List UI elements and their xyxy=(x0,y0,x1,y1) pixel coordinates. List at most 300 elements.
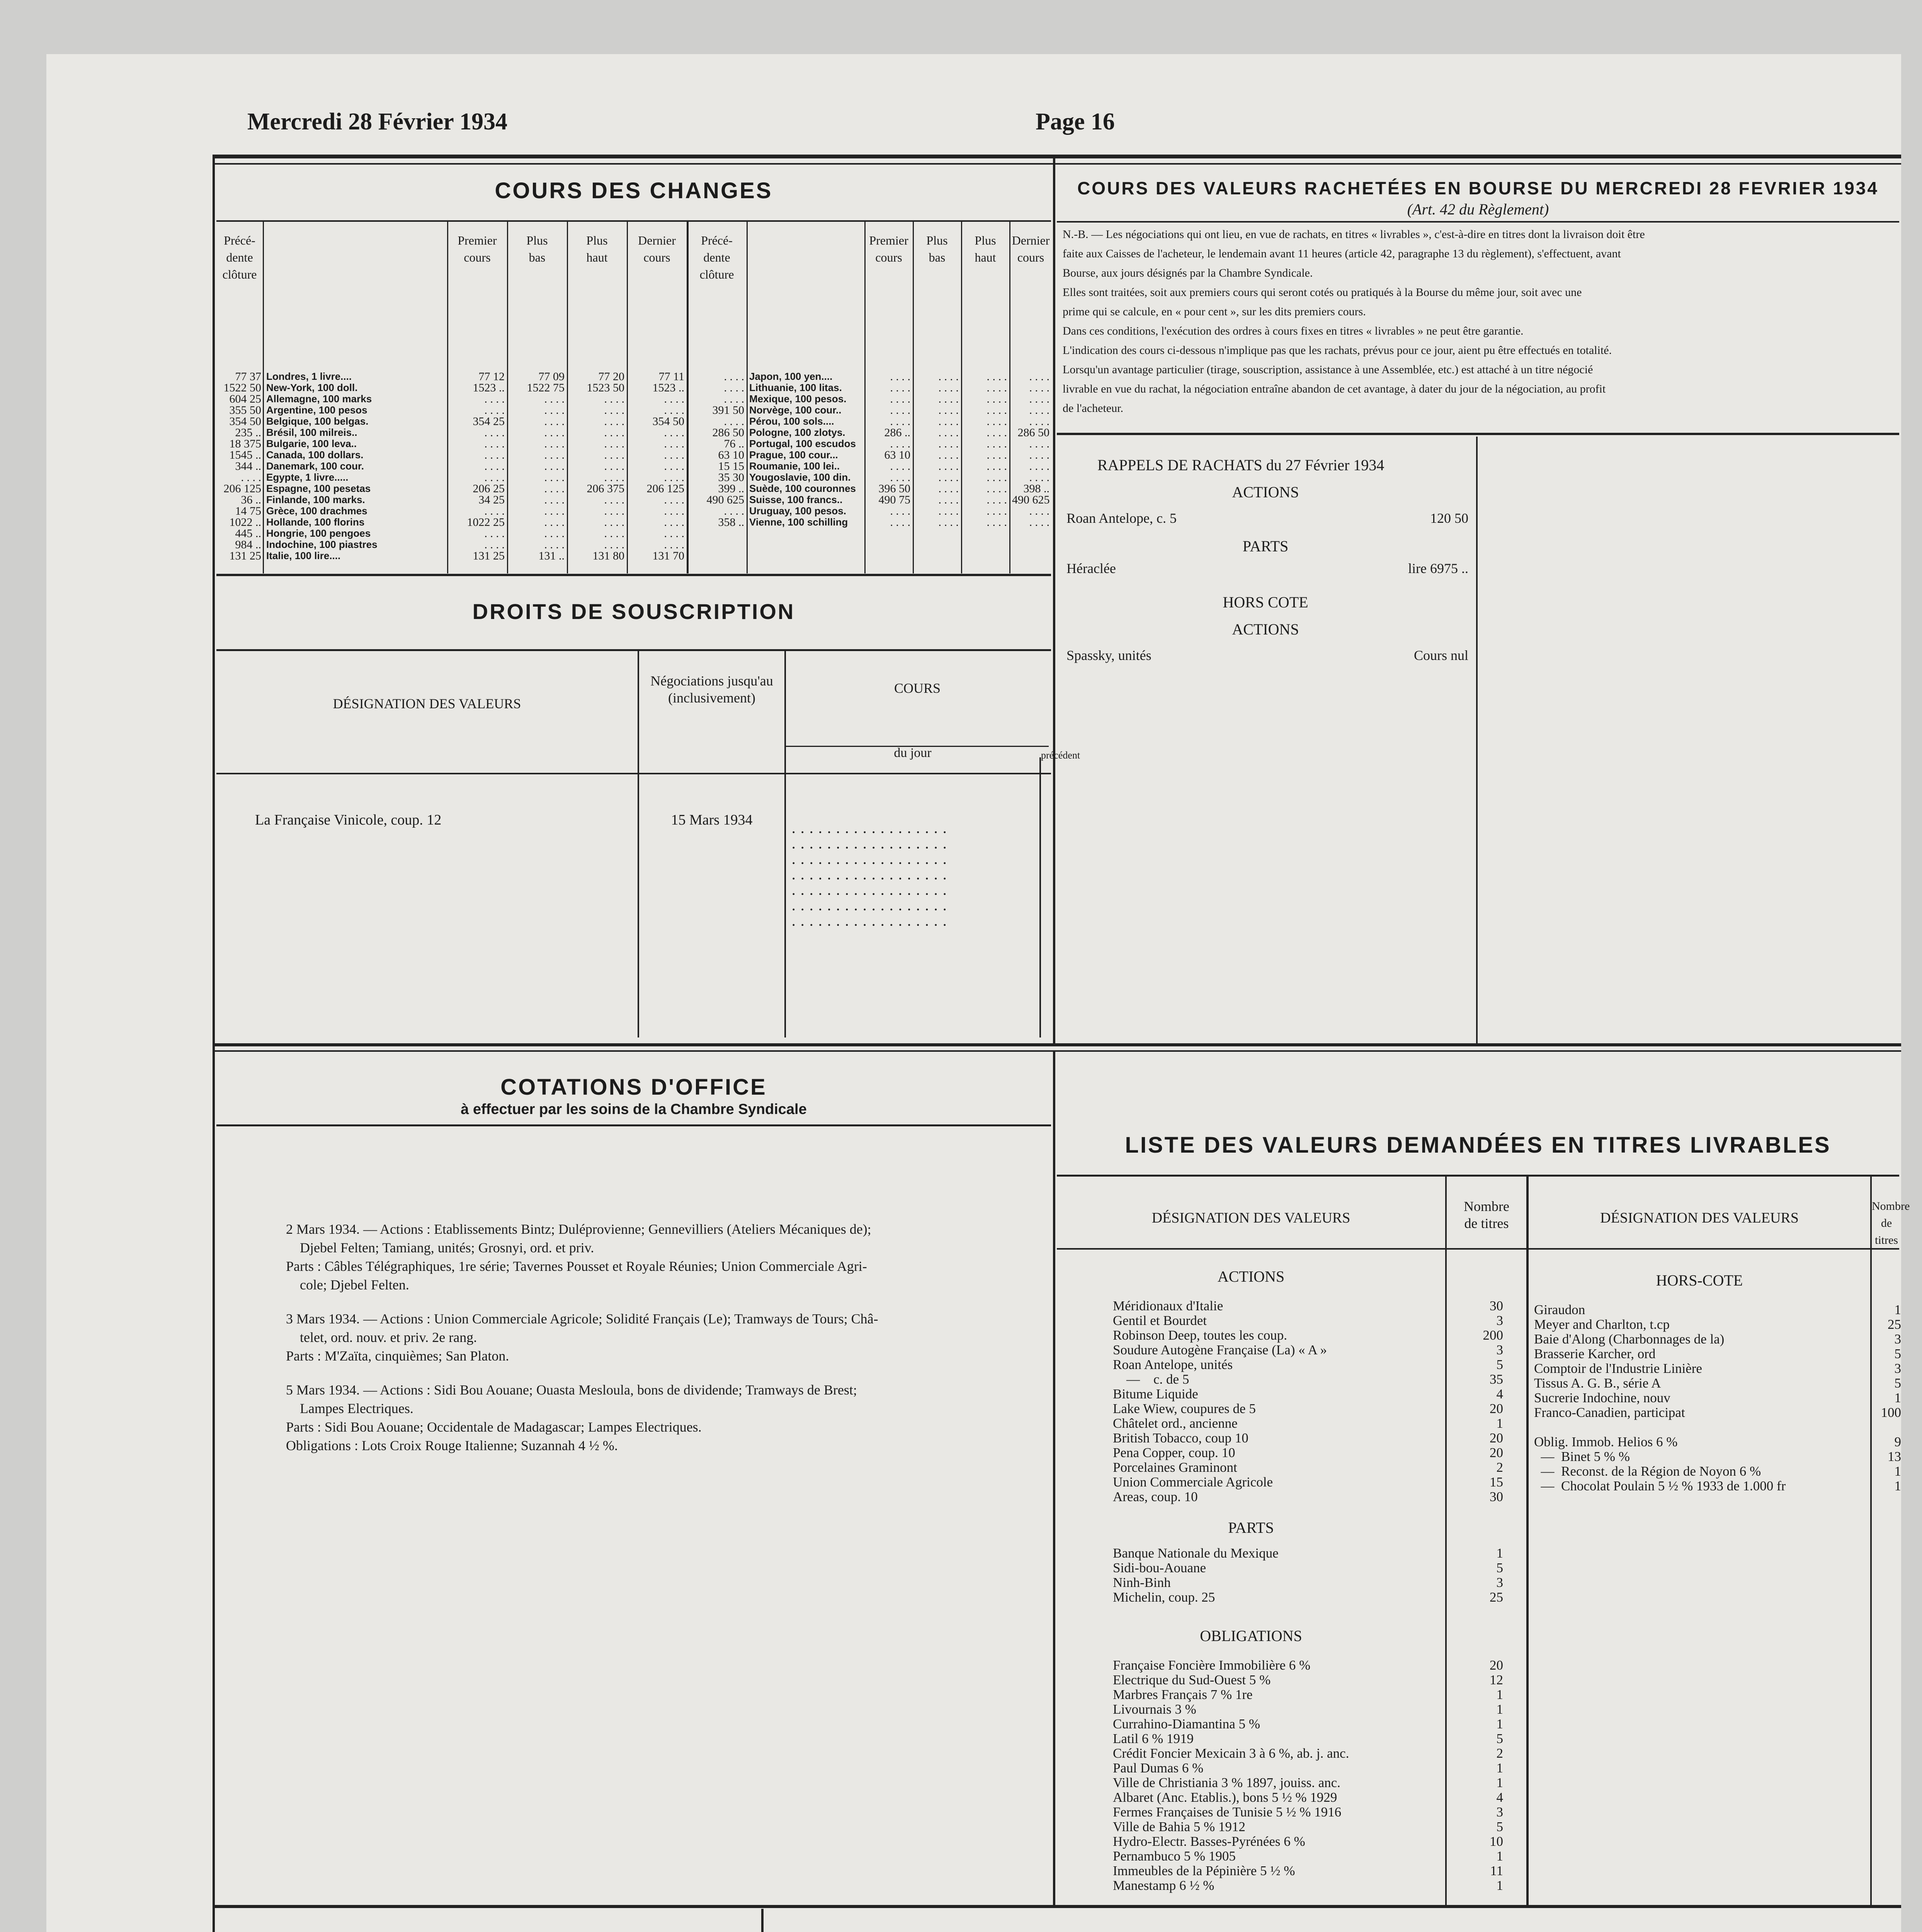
changes-right-last: . . . . xyxy=(1029,460,1049,473)
changes-left-name: Belgique, 100 belgas. xyxy=(266,415,369,427)
changes-left-last: . . . . xyxy=(664,527,684,540)
changes-left-name: Argentine, 100 pesos xyxy=(266,404,367,416)
changes-left-high: . . . . xyxy=(604,460,624,473)
changes-left-prev: 36 .. xyxy=(241,493,261,506)
changes-left-name: Egypte, 1 livre..... xyxy=(266,471,349,483)
changes-right-first: . . . . xyxy=(890,404,910,417)
livrables-item-name: Française Foncière Immobilière 6 % xyxy=(1113,1658,1311,1673)
rachetees-note-line: prime qui se calcule, en « pour cent », sur les dits premiers cours. xyxy=(1063,305,1366,318)
livrables-item-name: Oblig. Immob. Helios 6 % xyxy=(1534,1434,1678,1449)
changes-left-prev: 1022 .. xyxy=(229,516,261,529)
changes-right-low: . . . . xyxy=(938,370,959,383)
souscription-title: DROITS DE SOUSCRIPTION xyxy=(472,599,795,624)
changes-left-high: . . . . xyxy=(604,493,624,506)
livrables-item-count: 100 xyxy=(1881,1405,1901,1420)
changes-left-high: . . . . xyxy=(604,538,624,551)
changes-left-last: . . . . xyxy=(664,437,684,450)
rachetees-note-line: Bourse, aux jours désignés par la Chambre Syndicale. xyxy=(1063,267,1313,279)
souscription-dot-row: . . . . . . . . . . . . . . . . . . xyxy=(792,823,948,836)
changes-left-first: . . . . xyxy=(484,538,505,551)
livrables-item-count: 1 xyxy=(1496,1878,1503,1893)
livrables-item-count: 25 xyxy=(1888,1317,1901,1332)
livrables-item-count: 1 xyxy=(1496,1849,1503,1864)
souscription-col-negociations: Négociations jusqu'au (inclusivement) xyxy=(650,673,773,706)
changes-left-prev: 18 375 xyxy=(229,437,261,450)
changes-right-high: . . . . xyxy=(987,404,1007,417)
changes-left-name: New-York, 100 doll. xyxy=(266,382,358,393)
rachetees-part-name: Héraclée xyxy=(1066,561,1116,576)
changes-left-high: . . . . xyxy=(604,449,624,461)
livrables-item-count: 20 xyxy=(1490,1445,1503,1460)
changes-left-prev: 445 .. xyxy=(235,527,261,540)
changes-left-last: 206 125 xyxy=(646,482,684,495)
livrables-item-count: 20 xyxy=(1490,1430,1503,1446)
changes-right-first: 286 .. xyxy=(884,426,910,439)
changes-right-first: . . . . xyxy=(890,381,910,394)
changes-head-prev-left: Précé- dente clôture xyxy=(222,233,257,281)
changes-right-high: . . . . xyxy=(987,370,1007,383)
livrables-item-name: Châtelet ord., ancienne xyxy=(1113,1416,1238,1431)
rachetees-hc-actions-head: ACTIONS xyxy=(1232,621,1299,638)
changes-left-low: 1522 75 xyxy=(527,381,565,394)
souscription-dot-row: . . . . . . . . . . . . . . . . . . xyxy=(792,885,948,898)
changes-right-prev: . . . . xyxy=(724,393,744,405)
souscription-row-name: La Française Vinicole, coup. 12 xyxy=(255,812,442,828)
rachetees-note-line: Elles sont traitées, soit aux premiers cours qui seront cotés ou pratiqués à la Bourse du même jour, soit avec une xyxy=(1063,286,1582,299)
livrables-item-name: Franco-Canadien, participat xyxy=(1534,1405,1685,1420)
livrables-item-count: 200 xyxy=(1483,1328,1503,1343)
changes-left-low: 77 09 xyxy=(538,370,565,383)
changes-left-first: . . . . xyxy=(484,393,505,405)
changes-right-high: . . . . xyxy=(987,505,1007,517)
changes-left-first: . . . . xyxy=(484,449,505,461)
changes-left-first: . . . . xyxy=(484,460,505,473)
changes-left-prev: 1522 50 xyxy=(223,381,261,394)
changes-left-first: . . . . xyxy=(484,404,505,417)
souscription-col-designation: DÉSIGNATION DES VALEURS xyxy=(333,696,521,711)
changes-left-prev: 77 37 xyxy=(235,370,261,383)
changes-right-prev: . . . . xyxy=(724,415,744,428)
changes-left-name: Hollande, 100 florins xyxy=(266,516,365,528)
changes-left-low: . . . . xyxy=(544,393,565,405)
livrables-item-count: 5 xyxy=(1894,1346,1901,1361)
changes-left-low: . . . . xyxy=(544,437,565,450)
changes-right-prev: 286 50 xyxy=(712,426,744,439)
changes-right-name: Vienne, 100 schilling xyxy=(749,516,848,528)
changes-left-last: . . . . xyxy=(664,449,684,461)
livrables-item-name: Meyer and Charlton, t.cp xyxy=(1534,1317,1670,1332)
changes-left-prev: 344 .. xyxy=(235,460,261,473)
gazette-page xyxy=(46,54,1910,1932)
office-line: Parts : M'Zaïta, cinquièmes; San Platon. xyxy=(286,1348,509,1364)
souscription-dot-row: . . . . . . . . . . . . . . . . . . xyxy=(792,869,948,882)
office-line: 3 Mars 1934. — Actions : Union Commerciale Agricole; Solidité Français (Le); Tramways de Tours; Châ- xyxy=(286,1311,878,1327)
livrables-item-name: Soudure Autogène Française (La) « A » xyxy=(1113,1342,1327,1357)
rachetees-note-line: de l'acheteur. xyxy=(1063,402,1123,415)
changes-left-last: . . . . xyxy=(664,538,684,551)
changes-left-low: . . . . xyxy=(544,538,565,551)
rachetees-note-line: livrable en vue du rachat, la négociation entraîne abandon de cet avantage, à dater du jour de la négociation, au profit xyxy=(1063,383,1606,395)
livrables-item-count: 5 xyxy=(1496,1731,1503,1746)
rachetees-note-line: Lorsqu'un avantage particulier (tirage, souscription, assistance à une Assemblée, etc.) est attaché à un titre négocié xyxy=(1063,363,1593,376)
changes-right-prev: 63 10 xyxy=(718,449,744,461)
changes-left-prev: 235 .. xyxy=(235,426,261,439)
changes-right-name: Lithuanie, 100 litas. xyxy=(749,382,842,393)
changes-left-prev: 355 50 xyxy=(229,404,261,417)
livrables-item-name: — Binet 5 % % xyxy=(1534,1449,1630,1464)
rachetees-hc-name: Spassky, unités xyxy=(1066,648,1151,663)
changes-left-high: 1523 50 xyxy=(587,381,624,394)
changes-left-name: Grèce, 100 drachmes xyxy=(266,505,367,517)
changes-left-first: 34 25 xyxy=(478,493,505,506)
rachetees-subtitle: (Art. 42 du Règlement) xyxy=(1407,201,1549,218)
changes-right-low: . . . . xyxy=(938,493,959,506)
livrables-item-count: 1 xyxy=(1894,1478,1901,1493)
changes-right-low: . . . . xyxy=(938,404,959,417)
livrables-item-name: Bitume Liquide xyxy=(1113,1386,1198,1401)
souscription-dot-row: . . . . . . . . . . . . . . . . . . xyxy=(792,900,948,913)
livrables-item-name: Baie d'Along (Charbonnages de la) xyxy=(1534,1332,1725,1347)
changes-title: COURS DES CHANGES xyxy=(495,178,773,203)
livrables-item-name: Paul Dumas 6 % xyxy=(1113,1760,1204,1776)
changes-left-high: . . . . xyxy=(604,393,624,405)
changes-right-name: Roumanie, 100 lei.. xyxy=(749,460,840,472)
changes-left-low: 131 .. xyxy=(538,549,565,562)
changes-left-high: 77 20 xyxy=(598,370,624,383)
livrables-item-name: Sucrerie Indochine, nouv xyxy=(1534,1390,1670,1405)
livrables-item-name: Livournais 3 % xyxy=(1113,1702,1196,1717)
changes-left-prev: . . . . xyxy=(241,471,261,484)
livrables-item-name: Ville de Bahia 5 % 1912 xyxy=(1113,1819,1245,1834)
livrables-item-name: Sidi-bou-Aouane xyxy=(1113,1560,1206,1575)
changes-right-prev: 35 30 xyxy=(718,471,744,484)
changes-left-first: 206 25 xyxy=(473,482,505,495)
livrables-parts-head: PARTS xyxy=(1228,1519,1274,1536)
livrables-item-count: 1 xyxy=(1496,1416,1503,1431)
changes-left-high: . . . . xyxy=(604,505,624,517)
souscription-dot-row: . . . . . . . . . . . . . . . . . . xyxy=(792,916,948,929)
changes-right-last: 398 .. xyxy=(1023,482,1049,495)
livrables-item-count: 1 xyxy=(1496,1546,1503,1561)
changes-right-name: Uruguay, 100 pesos. xyxy=(749,505,846,517)
changes-right-name: Suède, 100 couronnes xyxy=(749,483,856,494)
livrables-item-name: Brasserie Karcher, ord xyxy=(1534,1346,1656,1361)
livrables-item-name: Immeubles de la Pépinière 5 ½ % xyxy=(1113,1863,1295,1878)
changes-right-first: . . . . xyxy=(890,415,910,428)
livrables-col-nombre-right: Nombre de titres xyxy=(1872,1200,1910,1247)
souscription-row-date: 15 Mars 1934 xyxy=(671,812,753,828)
office-line: Djebel Felten; Tamiang, unités; Grosnyi, ord. et priv. xyxy=(286,1240,594,1255)
changes-left-name: Londres, 1 livre.... xyxy=(266,371,352,382)
office-line: 5 Mars 1934. — Actions : Sidi Bou Aouane; Ouasta Mesloula, bons de dividende; Tramways de Brest; xyxy=(286,1382,857,1398)
changes-left-prev: 984 .. xyxy=(235,538,261,551)
livrables-item-name: Pena Copper, coup. 10 xyxy=(1113,1445,1235,1460)
changes-left-last: . . . . xyxy=(664,460,684,473)
livrables-actions-head: ACTIONS xyxy=(1217,1268,1285,1285)
rachetees-parts-head: PARTS xyxy=(1242,537,1289,555)
changes-right-low: . . . . xyxy=(938,393,959,405)
changes-head-last-right: Dernier cours xyxy=(1012,233,1050,264)
rachetees-note-line: L'indication des cours ci-dessous n'implique pas que les rachats, prévus pour ce jour, aient pu être effectués en totalité. xyxy=(1063,344,1612,357)
changes-right-last: 286 50 xyxy=(1017,426,1049,439)
rachetees-note-line: N.-B. — Les négociations qui ont lieu, en vue de rachats, en titres « livrables », c'est-à-dire en titres dont la livraison doit être xyxy=(1063,228,1645,241)
livrables-item-count: 1 xyxy=(1496,1775,1503,1790)
souscription-dot-row: . . . . . . . . . . . . . . . . . . xyxy=(792,838,948,851)
changes-left-low: . . . . xyxy=(544,493,565,506)
changes-right-first: . . . . xyxy=(890,437,910,450)
changes-left-first: 354 25 xyxy=(473,415,505,428)
livrables-item-name: Ninh-Binh xyxy=(1113,1575,1171,1590)
rachetees-title: COURS DES VALEURS RACHETÉES EN BOURSE DU MERCREDI 28 FEVRIER 1934 xyxy=(1077,178,1879,198)
changes-right-prev: 358 .. xyxy=(718,516,744,529)
livrables-item-name: Areas, coup. 10 xyxy=(1113,1489,1198,1504)
changes-left-last: 354 50 xyxy=(652,415,684,428)
changes-right-high: . . . . xyxy=(987,482,1007,495)
changes-left-name: Indochine, 100 piastres xyxy=(266,539,378,550)
office-line: Lampes Electriques. xyxy=(286,1401,413,1416)
changes-right-name: Suisse, 100 francs.. xyxy=(749,494,843,505)
changes-right-first: . . . . xyxy=(890,460,910,473)
changes-left-last: 1523 .. xyxy=(652,381,684,394)
changes-right-low: . . . . xyxy=(938,471,959,484)
livrables-item-count: 3 xyxy=(1496,1575,1503,1590)
livrables-item-name: Union Commerciale Agricole xyxy=(1113,1475,1273,1490)
livrables-item-name: Pernambuco 5 % 1905 xyxy=(1113,1849,1236,1864)
changes-head-low-left: Plus bas xyxy=(526,233,548,264)
changes-right-first: 63 10 xyxy=(884,449,910,461)
changes-left-low: . . . . xyxy=(544,415,565,428)
livrables-item-name: Albaret (Anc. Etablis.), bons 5 ½ % 1929 xyxy=(1113,1790,1337,1805)
livrables-col-designation-left: DÉSIGNATION DES VALEURS xyxy=(1151,1210,1351,1226)
livrables-item-count: 25 xyxy=(1490,1590,1503,1605)
changes-right-high: . . . . xyxy=(987,426,1007,439)
changes-left-high: . . . . xyxy=(604,426,624,439)
livrables-item-name: Giraudon xyxy=(1534,1302,1585,1317)
livrables-item-name: Lake Wiew, coupures de 5 xyxy=(1113,1401,1256,1416)
changes-left-low: . . . . xyxy=(544,516,565,529)
livrables-item-name: Michelin, coup. 25 xyxy=(1113,1590,1215,1605)
changes-right-low: . . . . xyxy=(938,437,959,450)
livrables-item-name: Roan Antelope, unités xyxy=(1113,1357,1233,1372)
livrables-item-count: 13 xyxy=(1888,1449,1901,1464)
changes-left-prev: 14 75 xyxy=(235,505,261,517)
livrables-item-name: Banque Nationale du Mexique xyxy=(1113,1546,1279,1561)
livrables-item-count: 1 xyxy=(1496,1716,1503,1731)
livrables-item-name: Crédit Foncier Mexicain 3 à 6 %, ab. j. anc. xyxy=(1113,1746,1349,1761)
office-line: cole; Djebel Felten. xyxy=(286,1277,409,1293)
livrables-item-count: 5 xyxy=(1894,1376,1901,1391)
changes-right-first: . . . . xyxy=(890,516,910,529)
changes-left-first: 77 12 xyxy=(478,370,505,383)
changes-left-name: Hongrie, 100 pengoes xyxy=(266,527,371,539)
changes-left-high: 206 375 xyxy=(587,482,624,495)
changes-right-name: Mexique, 100 pesos. xyxy=(749,393,847,405)
changes-left-high: . . . . xyxy=(604,471,624,484)
changes-left-first: . . . . xyxy=(484,471,505,484)
changes-head-low-right: Plus bas xyxy=(926,233,948,264)
office-subtitle: à effectuer par les soins de la Chambre Syndicale xyxy=(461,1101,807,1117)
changes-left-high: . . . . xyxy=(604,516,624,529)
changes-right-prev: . . . . xyxy=(724,505,744,517)
changes-right-low: . . . . xyxy=(938,460,959,473)
changes-left-low: . . . . xyxy=(544,460,565,473)
office-line: telet, ord. nouv. et priv. 2e rang. xyxy=(286,1330,477,1345)
changes-right-prev: 490 625 xyxy=(706,493,744,506)
livrables-item-count: 20 xyxy=(1490,1401,1503,1416)
livrables-item-name: Porcelaines Graminont xyxy=(1113,1460,1237,1475)
livrables-item-count: 3 xyxy=(1496,1313,1503,1328)
changes-head-prev-right: Précé- dente clôture xyxy=(699,233,734,281)
changes-left-last: . . . . xyxy=(664,426,684,439)
page-number: Page 16 xyxy=(1036,109,1115,135)
changes-left-first: 1523 .. xyxy=(473,381,505,394)
livrables-item-name: Gentil et Bourdet xyxy=(1113,1313,1207,1328)
livrables-item-count: 35 xyxy=(1490,1372,1503,1387)
changes-left-name: Finlande, 100 marks. xyxy=(266,494,365,505)
changes-right-name: Yougoslavie, 100 din. xyxy=(749,471,851,483)
livrables-item-count: 5 xyxy=(1496,1560,1503,1575)
livrables-item-name: Ville de Christiania 3 % 1897, jouiss. anc. xyxy=(1113,1775,1340,1790)
rachetees-action-value: 120 50 xyxy=(1430,510,1468,526)
changes-left-last: . . . . xyxy=(664,493,684,506)
changes-right-first: . . . . xyxy=(890,393,910,405)
changes-right-first: . . . . xyxy=(890,370,910,383)
changes-left-last: . . . . xyxy=(664,505,684,517)
livrables-item-name: Méridionaux d'Italie xyxy=(1113,1298,1223,1313)
changes-right-last: . . . . xyxy=(1029,449,1049,461)
changes-left-name: Bulgarie, 100 leva.. xyxy=(266,438,357,449)
changes-right-high: . . . . xyxy=(987,471,1007,484)
changes-right-low: . . . . xyxy=(938,516,959,529)
office-line: Parts : Sidi Bou Aouane; Occidentale de Madagascar; Lampes Electriques. xyxy=(286,1419,702,1435)
changes-head-first-right: Premier cours xyxy=(869,233,908,264)
livrables-item-count: 12 xyxy=(1490,1672,1503,1687)
office-title: COTATIONS D'OFFICE xyxy=(500,1075,767,1100)
souscription-dot-row: . . . . . . . . . . . . . . . . . . xyxy=(792,854,948,867)
livrables-item-name: Fermes Françaises de Tunisie 5 ½ % 1916 xyxy=(1113,1804,1342,1820)
changes-right-prev: . . . . xyxy=(724,370,744,383)
changes-right-first: 396 50 xyxy=(878,482,910,495)
changes-right-first: . . . . xyxy=(890,471,910,484)
livrables-item-count: 4 xyxy=(1496,1386,1503,1401)
rappels-rachats-title: RAPPELS DE RACHATS du 27 Février 1934 xyxy=(1097,456,1385,474)
livrables-col-designation-right: DÉSIGNATION DES VALEURS xyxy=(1600,1210,1799,1226)
livrables-item-count: 1 xyxy=(1496,1702,1503,1717)
livrables-item-name: Electrique du Sud-Ouest 5 % xyxy=(1113,1672,1271,1687)
changes-left-low: . . . . xyxy=(544,449,565,461)
livrables-item-count: 1 xyxy=(1496,1760,1503,1776)
changes-left-low: . . . . xyxy=(544,404,565,417)
livrables-item-name: Currahino-Diamantina 5 % xyxy=(1113,1716,1260,1731)
livrables-item-count: 30 xyxy=(1490,1298,1503,1313)
changes-left-last: . . . . xyxy=(664,516,684,529)
changes-right-last: . . . . xyxy=(1029,370,1049,383)
livrables-item-count: 10 xyxy=(1490,1834,1503,1849)
changes-head-high-left: Plus haut xyxy=(586,233,608,264)
rachetees-part-value: lire 6975 .. xyxy=(1408,561,1468,576)
livrables-hors-cote-head: HORS-COTE xyxy=(1656,1272,1743,1289)
changes-right-last: . . . . xyxy=(1029,516,1049,529)
changes-left-low: . . . . xyxy=(544,471,565,484)
changes-left-first: . . . . xyxy=(484,437,505,450)
rachetees-actions-head: ACTIONS xyxy=(1232,483,1299,501)
changes-right-prev: 391 50 xyxy=(712,404,744,417)
souscription-col-precedent: précédent xyxy=(1041,750,1080,761)
changes-right-high: . . . . xyxy=(987,516,1007,529)
livrables-item-count: 2 xyxy=(1496,1460,1503,1475)
livrables-item-count: 20 xyxy=(1490,1658,1503,1673)
changes-left-low: . . . . xyxy=(544,505,565,517)
changes-right-last: . . . . xyxy=(1029,471,1049,484)
livrables-item-count: 1 xyxy=(1894,1390,1901,1405)
changes-right-last: . . . . xyxy=(1029,505,1049,517)
changes-right-high: . . . . xyxy=(987,493,1007,506)
livrables-item-count: 5 xyxy=(1496,1819,1503,1834)
livrables-item-name: Tissus A. G. B., série A xyxy=(1534,1376,1661,1391)
changes-left-prev: 206 125 xyxy=(223,482,261,495)
changes-right-high: . . . . xyxy=(987,437,1007,450)
changes-left-prev: 354 50 xyxy=(229,415,261,428)
rachetees-action-name: Roan Antelope, c. 5 xyxy=(1066,510,1177,526)
office-line: Obligations : Lots Croix Rouge Italienne; Suzannah 4 ½ %. xyxy=(286,1438,618,1453)
changes-left-name: Espagne, 100 pesetas xyxy=(266,483,371,494)
livrables-item-name: Latil 6 % 1919 xyxy=(1113,1731,1194,1746)
office-line: Parts : Câbles Télégraphiques, 1re série; Tavernes Pousset et Royale Réunies; Union Commerciale Agri- xyxy=(286,1259,867,1274)
changes-right-high: . . . . xyxy=(987,460,1007,473)
livrables-col-nombre-left: Nombre de titres xyxy=(1464,1199,1509,1231)
changes-right-high: . . . . xyxy=(987,449,1007,461)
changes-left-first: 131 25 xyxy=(473,549,505,562)
changes-right-last: . . . . xyxy=(1029,437,1049,450)
livrables-item-name: Comptoir de l'Industrie Linière xyxy=(1534,1361,1702,1376)
changes-right-low: . . . . xyxy=(938,449,959,461)
changes-right-high: . . . . xyxy=(987,393,1007,405)
changes-right-prev: . . . . xyxy=(724,381,744,394)
livrables-item-name: — c. de 5 xyxy=(1113,1372,1189,1387)
changes-right-name: Pérou, 100 sols.... xyxy=(749,415,834,427)
livrables-item-name: Robinson Deep, toutes les coup. xyxy=(1113,1328,1288,1343)
changes-left-prev: 1545 .. xyxy=(229,449,261,461)
livrables-item-count: 2 xyxy=(1496,1746,1503,1761)
rachetees-hors-cote-head: HORS COTE xyxy=(1223,594,1308,611)
changes-left-name: Danemark, 100 cour. xyxy=(266,460,364,472)
livrables-item-count: 1 xyxy=(1894,1302,1901,1317)
changes-right-last: . . . . xyxy=(1029,415,1049,428)
changes-right-low: . . . . xyxy=(938,415,959,428)
page-date: Mercredi 28 Février 1934 xyxy=(247,109,508,135)
souscription-col-du-jour: du jour xyxy=(894,746,932,760)
livrables-item-count: 11 xyxy=(1490,1863,1503,1878)
changes-left-last: 77 11 xyxy=(658,370,684,383)
changes-right-first: . . . . xyxy=(890,505,910,517)
changes-left-first: . . . . xyxy=(484,527,505,540)
changes-left-first: . . . . xyxy=(484,426,505,439)
changes-left-low: . . . . xyxy=(544,426,565,439)
rachetees-note-line: faite aux Caisses de l'acheteur, le lendemain avant 11 heures (article 42, paragraphe 13 du règlement), s'effectuent, avant xyxy=(1063,247,1621,260)
livrables-item-count: 4 xyxy=(1496,1790,1503,1805)
changes-head-last-left: Dernier cours xyxy=(638,233,676,264)
changes-right-low: . . . . xyxy=(938,505,959,517)
changes-left-high: 131 80 xyxy=(592,549,624,562)
livrables-item-count: 3 xyxy=(1894,1361,1901,1376)
changes-right-high: . . . . xyxy=(987,381,1007,394)
livrables-item-count: 9 xyxy=(1894,1434,1901,1449)
livrables-item-count: 3 xyxy=(1496,1804,1503,1820)
changes-right-low: . . . . xyxy=(938,482,959,495)
livrables-oblig-head: OBLIGATIONS xyxy=(1200,1627,1302,1645)
souscription-col-cours: COURS xyxy=(894,680,941,696)
livrables-item-name: British Tobacco, coup 10 xyxy=(1113,1430,1248,1446)
